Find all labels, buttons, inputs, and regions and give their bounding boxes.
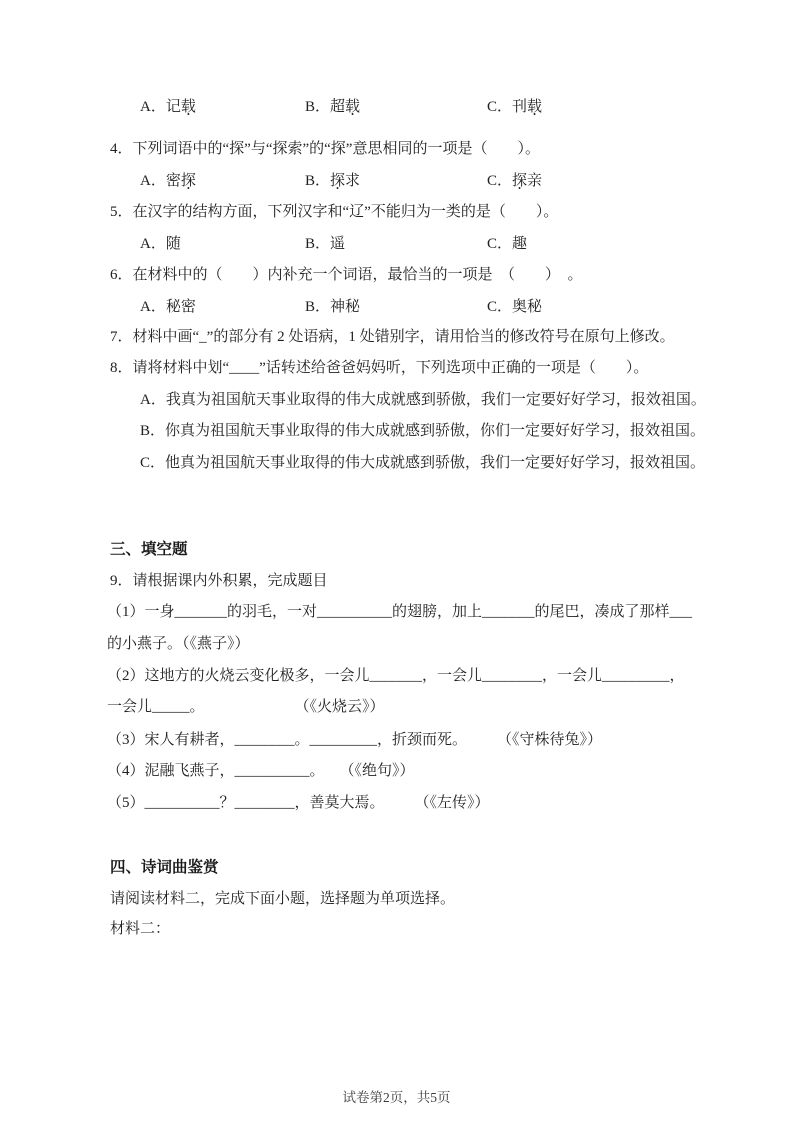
option-text-emphasized: 载 <box>527 99 543 115</box>
option-letter: B． <box>305 236 331 252</box>
option-letter: A． <box>140 236 166 252</box>
question-4-option-c <box>487 171 542 191</box>
fill-blank-line-1a: （1）一身_______的羽毛，一对__________的翅膀，加上_______的尾巴，凑成了那样___ <box>107 604 693 620</box>
option-text: 奥秘 <box>512 299 543 315</box>
option-text: 超 <box>330 99 346 115</box>
question-4-text: 4．下列词语中的“探”与“探索”的“探”意思相同的一项是（ ）。 <box>110 141 540 157</box>
question-5-options-row <box>0 234 793 256</box>
section-4-heading: 四、诗词曲鉴赏 <box>110 859 219 876</box>
question-6-text: 6．在材料中的（ ）内补充一个词语，最恰当的一项是 （ ） 。 <box>110 267 583 283</box>
question-8-option-a: A．我真为祖国航天事业取得的伟大成就感到骄傲，我们一定要好好学习，报效祖国。 <box>140 392 706 408</box>
option-text: 秘密 <box>165 299 196 315</box>
option-letter: B． <box>305 173 331 189</box>
option-letter: B． <box>305 99 331 115</box>
option-text: 遥 <box>330 236 346 252</box>
question-4-option-a <box>140 171 196 191</box>
option-letter: C． <box>487 299 513 315</box>
question-8-text: 8．请将材料中划“____”话转述给爸爸妈妈听，下列选项中正确的一项是（ ）。 <box>110 360 649 376</box>
question-3-option-a <box>140 97 196 117</box>
question-6-option-b <box>305 297 360 317</box>
question-7-text: 7．材料中画“_”的部分有 2 处语病，1 处错别字，请用恰当的修改符号在原句上修改。 <box>110 329 675 345</box>
option-text-emphasized: 探 <box>512 173 528 189</box>
question-4-options-row <box>0 171 793 193</box>
material-2-label: 材料二： <box>110 921 171 937</box>
option-text: 刊 <box>512 99 528 115</box>
option-text-emphasized: 探 <box>180 173 196 189</box>
fill-blank-line-2a: （2）这地方的火烧云变化极多，一会儿_______，一会儿________，一会儿_________， <box>107 668 685 684</box>
page-footer: 试卷第2页，共5页 <box>342 1090 451 1105</box>
fill-blank-line-3: （3）宋人有耕者，________。_________，折颈而死。 （《守株待兔》） <box>107 732 603 748</box>
option-text: 神秘 <box>330 299 361 315</box>
option-letter: A． <box>140 173 166 189</box>
option-text-emphasized: 探 <box>330 173 346 189</box>
fill-blank-line-1b: 的小燕子。（《燕子》） <box>107 636 250 652</box>
option-text-emphasized: 载 <box>345 99 361 115</box>
option-letter: A． <box>140 299 166 315</box>
question-5-option-a <box>140 234 181 254</box>
fill-blank-line-4: （4）泥融飞燕子，__________。 （《绝句》） <box>107 763 415 779</box>
option-letter: C． <box>487 99 513 115</box>
question-5-option-b <box>305 234 345 254</box>
question-8-option-c: C．他真为祖国航天事业取得的伟大成就感到骄傲，我们一定要好好学习，报效祖国。 <box>140 455 706 471</box>
section-4-instruction: 请阅读材料二，完成下面小题，选择题为单项选择。 <box>110 891 456 907</box>
question-5-option-c <box>487 234 527 254</box>
question-9-text: 9．请根据课内外积累，完成题目 <box>110 573 328 589</box>
question-3-option-b <box>305 97 360 117</box>
option-letter: B． <box>305 299 331 315</box>
question-6-options-row <box>0 297 793 319</box>
option-text: 亲 <box>527 173 543 189</box>
option-text: 求 <box>345 173 361 189</box>
fill-blank-line-5: （5）__________？________，善莫大焉。 （《左传》） <box>107 795 490 811</box>
option-letter: A． <box>140 99 166 115</box>
fill-blank-line-2b: 一会儿_____。 （《火烧云》） <box>107 699 385 715</box>
option-text: 密 <box>165 173 181 189</box>
question-6-option-c <box>487 297 542 317</box>
question-4-option-b <box>305 171 360 191</box>
section-3-heading: 三、填空题 <box>110 541 188 558</box>
question-3-option-c <box>487 97 542 117</box>
question-8-option-b: B．你真为祖国航天事业取得的伟大成就感到骄傲，你们一定要好好学习，报效祖国。 <box>140 423 706 439</box>
option-letter: C． <box>487 236 513 252</box>
question-3-options-row <box>0 97 793 119</box>
option-text-emphasized: 载 <box>180 99 196 115</box>
option-letter: C． <box>487 173 513 189</box>
option-text: 记 <box>165 99 181 115</box>
option-text: 随 <box>165 236 181 252</box>
option-text: 趣 <box>512 236 528 252</box>
question-5-text: 5．在汉字的结构方面，下列汉字和“辽”不能归为一类的是（ ）。 <box>110 204 559 220</box>
question-6-option-a <box>140 297 196 317</box>
